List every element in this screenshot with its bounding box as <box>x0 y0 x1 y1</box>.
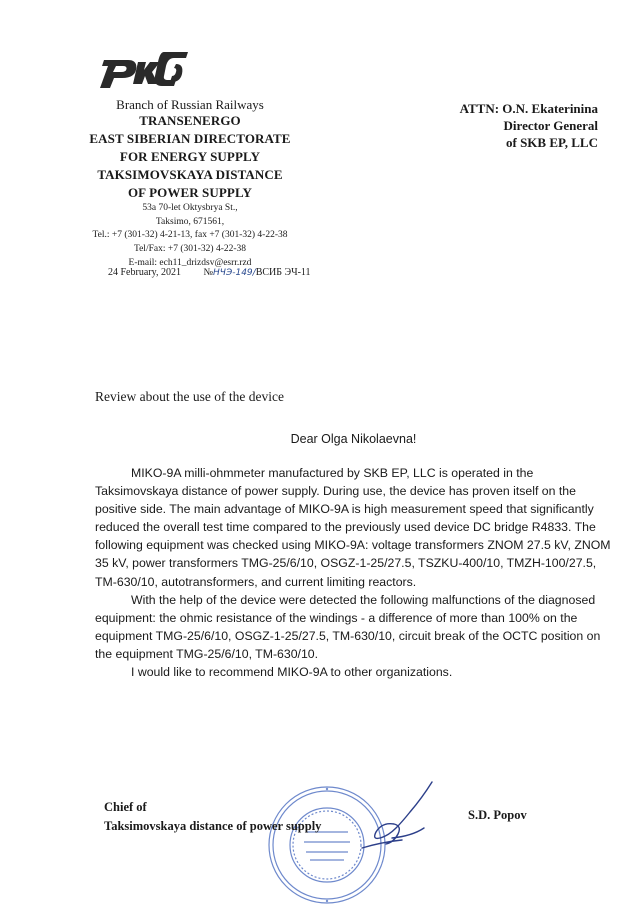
sender-org-line: TRANSENERGO <box>139 113 241 128</box>
sender-org-line: EAST SIBERIAN DIRECTORATE <box>89 131 291 146</box>
handwritten-signature-icon <box>352 778 438 856</box>
registration-prefix: № <box>203 267 213 278</box>
sender-address-line: Taksimo, 671561, <box>155 216 225 227</box>
sender-telfax-line: Tel/Fax: +7 (301-32) 4-22-38 <box>133 243 247 254</box>
sender-address-line: 53a 70-let Oktysbrya St., <box>142 203 238 213</box>
recipient-line: Director General <box>503 118 598 133</box>
signer-title <box>104 798 321 836</box>
registration-number <box>203 267 310 278</box>
date-registration-row <box>108 266 368 280</box>
sender-email: E-mail: ech11_drizdsv@esrr.rzd <box>128 258 252 268</box>
signer-name: S.D. Popov <box>468 808 527 822</box>
recipient-block <box>420 100 598 151</box>
letter-body <box>95 464 613 681</box>
signer-title-line: Taksimovskaya distance of power supply <box>104 819 322 833</box>
rzd-logo-icon <box>98 44 190 88</box>
registration-suffix: ВСИБ ЭЧ-11 <box>255 267 311 278</box>
body-paragraph: With the help of the device were detected the following malfunctions of the diagnosed equipment: the ohmic resistance of the windings - a difference of more than 100% on the equipment TMG-25/6/10, OSGZ-1-25/27.5, TM-630/10, circuit break of the OCTC position on the equipment TMG-25/6/10, TM-630/10. <box>95 592 601 661</box>
sender-branch: Branch of Russian Railways <box>116 97 264 112</box>
body-paragraph: MIKO-9A milli-ohmmeter manufactured by SKB EP, LLC is operated in the Taksimovskaya distance of power supply. During use, the device has proven itself on the positive side. The main advantage of MIKO-9A is high measurement speed that significantly reduced the overall test time compared to the previously used device DC bridge R4833. The following equipment was checked using MIKO-9A: voltage transformers ZNOM 27.5 kV, ZNOM 35 kV, power transformers TMG-25/6/10, OSGZ-1-25/27.5, TSZKU-400/10, TMZH-100/27.5, TM-630/10, autotransformers, and current limiting reactors. <box>95 466 611 589</box>
sender-org-line: FOR ENERGY SUPPLY <box>119 149 261 164</box>
sender-phone-line: Tel.: +7 (301-32) 4-21-13, fax +7 (301-32) 4-22-38 <box>92 230 288 240</box>
registration-handwritten: НЧЭ-149/ <box>213 268 256 278</box>
body-paragraph: I would like to recommend MIKO-9A to other organizations. <box>131 665 453 680</box>
letter-subject: Review about the use of the device <box>95 389 284 404</box>
signer-title-line: Chief of <box>104 800 147 814</box>
salutation: Dear Olga Nikolaevna! <box>290 432 417 446</box>
letter-date: 24 February, 2021 <box>108 267 181 278</box>
sender-org-line: OF POWER SUPPLY <box>127 185 253 200</box>
sender-block <box>70 97 310 270</box>
recipient-line: of SKB EP, LLC <box>506 135 598 150</box>
sender-org-line: TAKSIMOVSKAYA DISTANCE <box>97 167 283 182</box>
recipient-line: ATTN: O.N. Ekaterinina <box>459 101 598 116</box>
